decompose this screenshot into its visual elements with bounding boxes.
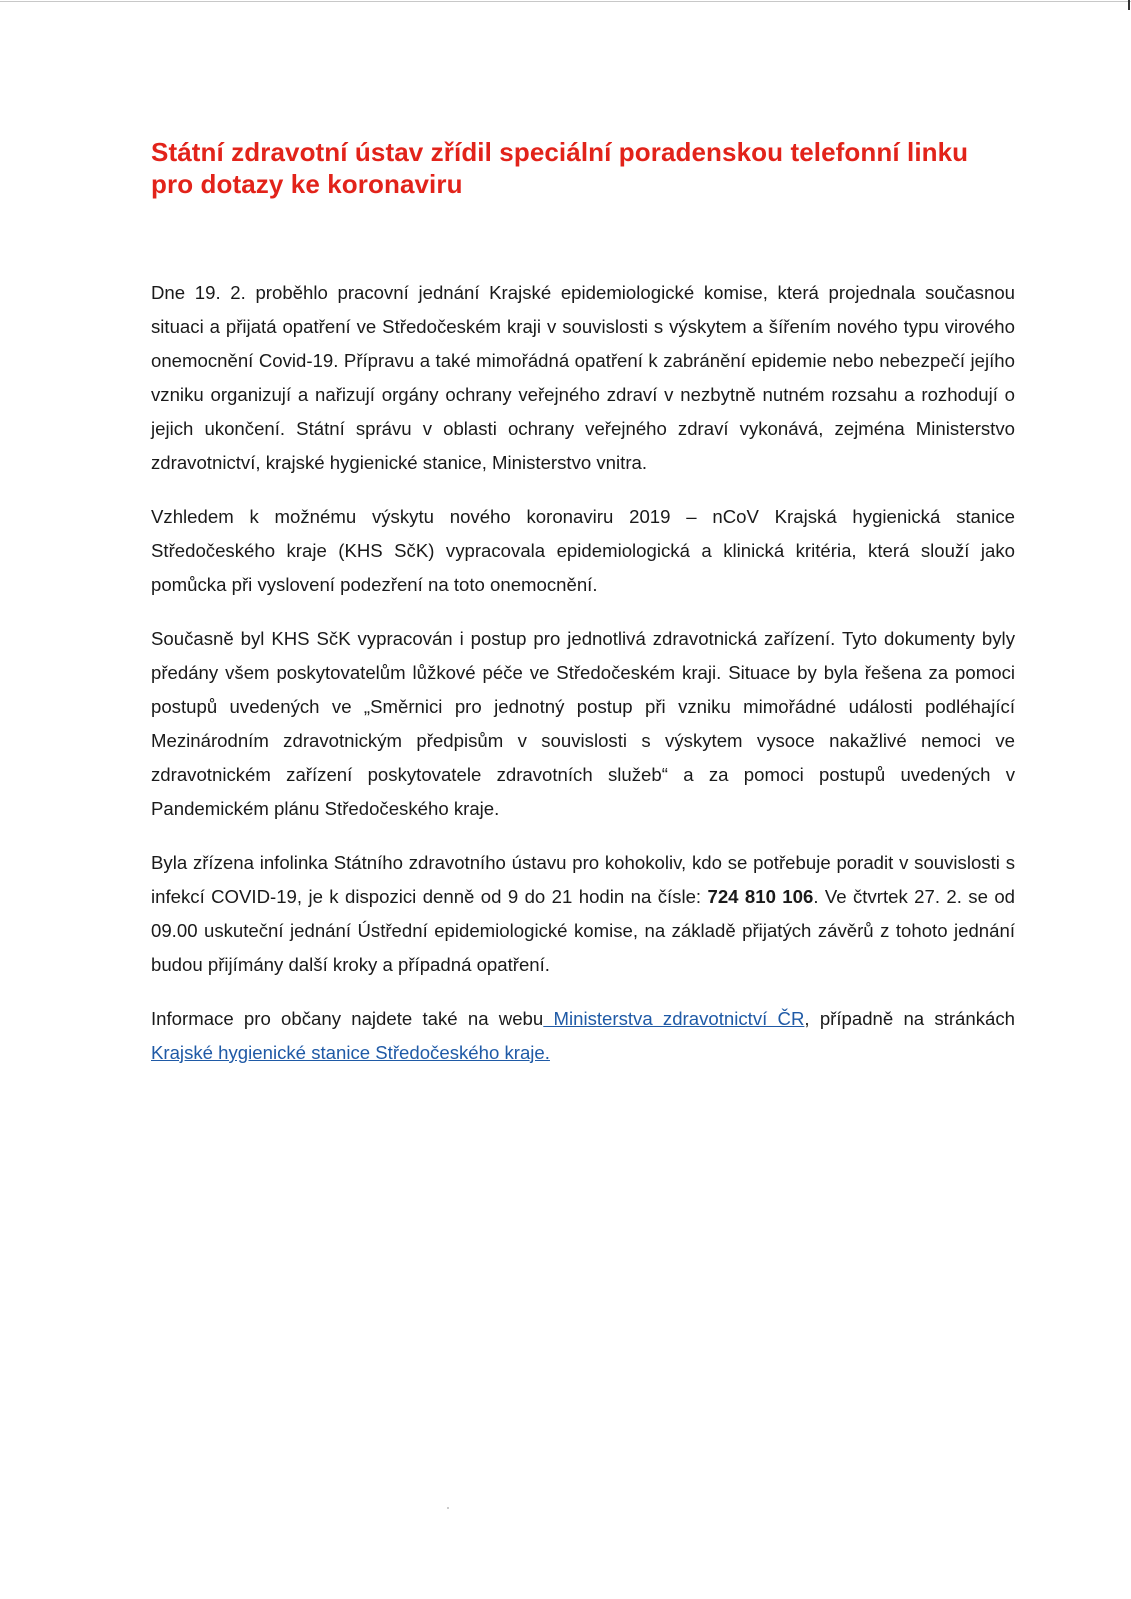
paragraph-information [151,1002,1015,1070]
paragraph-criteria: Vzhledem k možnému výskytu nového koronaviru 2019 – nCoV Krajská hygienická stanice Středočeského kraje (KHS SčK) vypracovala epidemiologická a klinická kritéria, která slouží jako pomůcka při vyslovení podezření na toto onemocnění. [151,506,1015,595]
regional-hygiene-station-link[interactable]: Krajské hygienické stanice Středočeského kraje. [151,1042,550,1063]
information-text-middle: , případně na stránkách [804,1008,1015,1029]
information-text-before: Informace pro občany najdete také na webu [151,1008,544,1029]
paragraph-infoline [151,846,1015,982]
infoline-text-before: Byla zřízena infolinka Státního zdravotního ústavu pro kohokoliv, kdo se potřebuje poradit v souvislosti s infekcí COVID-19, je k dispozici denně od 9 do 21 hodin na čísle: [151,852,1015,907]
document-title: Státní zdravotní ústav zřídil speciální poradenskou telefonní linku pro dotazy ke koronaviru [151,137,969,199]
ministry-of-health-link[interactable]: Ministerstva zdravotnictví ČR [543,1008,805,1029]
infoline-text-after: . Ve čtvrtek 27. 2. se od 09.00 uskuteční jednání Ústřední epidemiologické komise, na základě přijatých závěrů z tohoto jednání budou přijímány další kroky a případná opatření. [151,886,1015,975]
paragraph-procedures: Současně byl KHS SčK vypracován i postup pro jednotlivá zdravotnická zařízení. Tyto dokumenty byly předány všem poskytovatelům lůžkové péče ve Středočeském kraji. Situace by byla řešena za pomoci postupů uvedených ve „Směrnici pro jednotný postup při vzniku mimořádné události podléhající Mezinárodním zdravotnickým předpisům v souvislosti s výskytem vysoce nakažlivé nemoci ve zdravotnickém zařízení poskytovatele zdravotních služeb“ a za pomoci postupů uvedených v Pandemickém plánu Středočeského kraje. [151,628,1015,819]
scan-edge-line [0,1,1131,2]
paragraph-meeting: Dne 19. 2. proběhlo pracovní jednání Krajské epidemiologické komise, která projednala současnou situaci a přijatá opatření ve Středočeském kraji v souvislosti s výskytem a šířením nového typu virového onemocnění Covid-19. Přípravu a také mimořádná opatření k zabránění epidemie nebo nebezpečí jejího vzniku organizují a nařizují orgány ochrany veřejného zdraví v nezbytně nutném rozsahu a rozhodují o jejich ukončení. Státní správu v oblasti ochrany veřejného zdraví vykonává, zejména Ministerstvo zdravotnictví, krajské hygienické stanice, Ministerstvo vnitra. [151,282,1015,473]
document-content [151,136,1015,1070]
scan-edge-mark [1128,0,1130,10]
scan-speck [447,1507,449,1509]
infoline-phone-number: 724 810 106 [707,886,814,907]
